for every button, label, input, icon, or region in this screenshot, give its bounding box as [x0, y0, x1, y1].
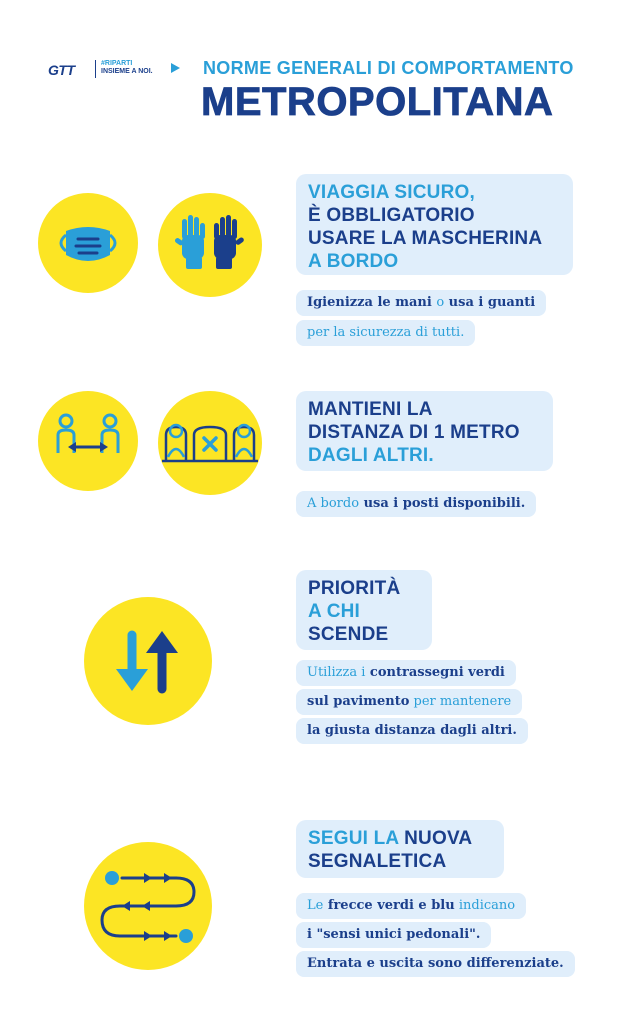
section-4-note	[296, 951, 575, 977]
heading-line: USARE LA MASCHERINA	[308, 228, 543, 249]
note-text: A bordo	[307, 496, 360, 511]
tagline	[101, 60, 153, 76]
heading-line: PRIORITÀ	[308, 578, 401, 599]
note-text: Igienizza le mani	[307, 295, 437, 310]
note-text: la giusta distanza dagli altri.	[307, 723, 517, 738]
tagline-arrow-icon	[171, 63, 180, 73]
note-text: usa i posti disponibili.	[359, 496, 526, 511]
note-text: Le	[307, 898, 324, 913]
section-1-note	[296, 290, 546, 316]
section-1-note	[296, 320, 475, 346]
section-2-note	[296, 491, 536, 517]
heading-text: SEGUI LA	[308, 828, 399, 849]
note-text: sul pavimento	[307, 694, 410, 709]
note-text: per la sicurezza di tutti.	[307, 325, 465, 340]
heading-line: SCENDE	[308, 624, 389, 645]
section-3-note	[296, 718, 528, 744]
heading-line: VIAGGIA SICURO,	[308, 182, 475, 203]
section-3-heading	[296, 570, 432, 650]
section-4-note	[296, 922, 491, 948]
heading-line: A CHI	[308, 601, 361, 622]
section-4-heading	[296, 820, 504, 878]
page-subtitle: NORME GENERALI DI COMPORTAMENTO	[203, 58, 574, 78]
tagline-line2: INSIEME A NOI.	[101, 68, 153, 75]
section-3-note	[296, 660, 516, 686]
section-2-heading	[296, 391, 553, 471]
seats-icon	[158, 391, 262, 495]
gloves-icon	[158, 193, 262, 297]
heading-line: È OBBLIGATORIO	[308, 205, 475, 226]
note-text: i "sensi unici pedonali".	[307, 927, 481, 942]
face-mask-icon	[38, 193, 138, 293]
heading-line: A BORDO	[308, 251, 399, 272]
logo-divider	[95, 60, 96, 78]
note-text: Utilizza i	[307, 665, 366, 680]
note-text: o	[436, 295, 445, 310]
heading-line	[308, 827, 492, 850]
section-3-note	[296, 689, 522, 715]
heading-line: SEGNALETICA	[308, 851, 447, 872]
wayfinding-arrows-icon	[84, 842, 212, 970]
heading-line: DISTANZA DI 1 METRO	[308, 422, 520, 443]
page-title: METROPOLITANA	[201, 80, 554, 124]
note-text: per mantenere	[409, 694, 512, 709]
gtt-logo: GTT	[48, 62, 75, 78]
distance-people-icon	[38, 391, 138, 491]
section-1-heading	[296, 174, 573, 275]
up-down-arrows-icon	[84, 597, 212, 725]
heading-line: DAGLI ALTRI.	[308, 445, 434, 466]
note-text: frecce verdi e blu	[323, 898, 455, 913]
section-4-note	[296, 893, 526, 919]
note-text: usa i guanti	[444, 295, 536, 310]
heading-line: MANTIENI LA	[308, 399, 433, 420]
note-text: indicano	[454, 898, 516, 913]
note-text: Entrata e uscita sono differenziate.	[307, 956, 564, 971]
note-text: contrassegni verdi	[365, 665, 505, 680]
heading-text: NUOVA	[398, 828, 473, 849]
tagline-line1: #RIPARTI	[101, 60, 133, 67]
